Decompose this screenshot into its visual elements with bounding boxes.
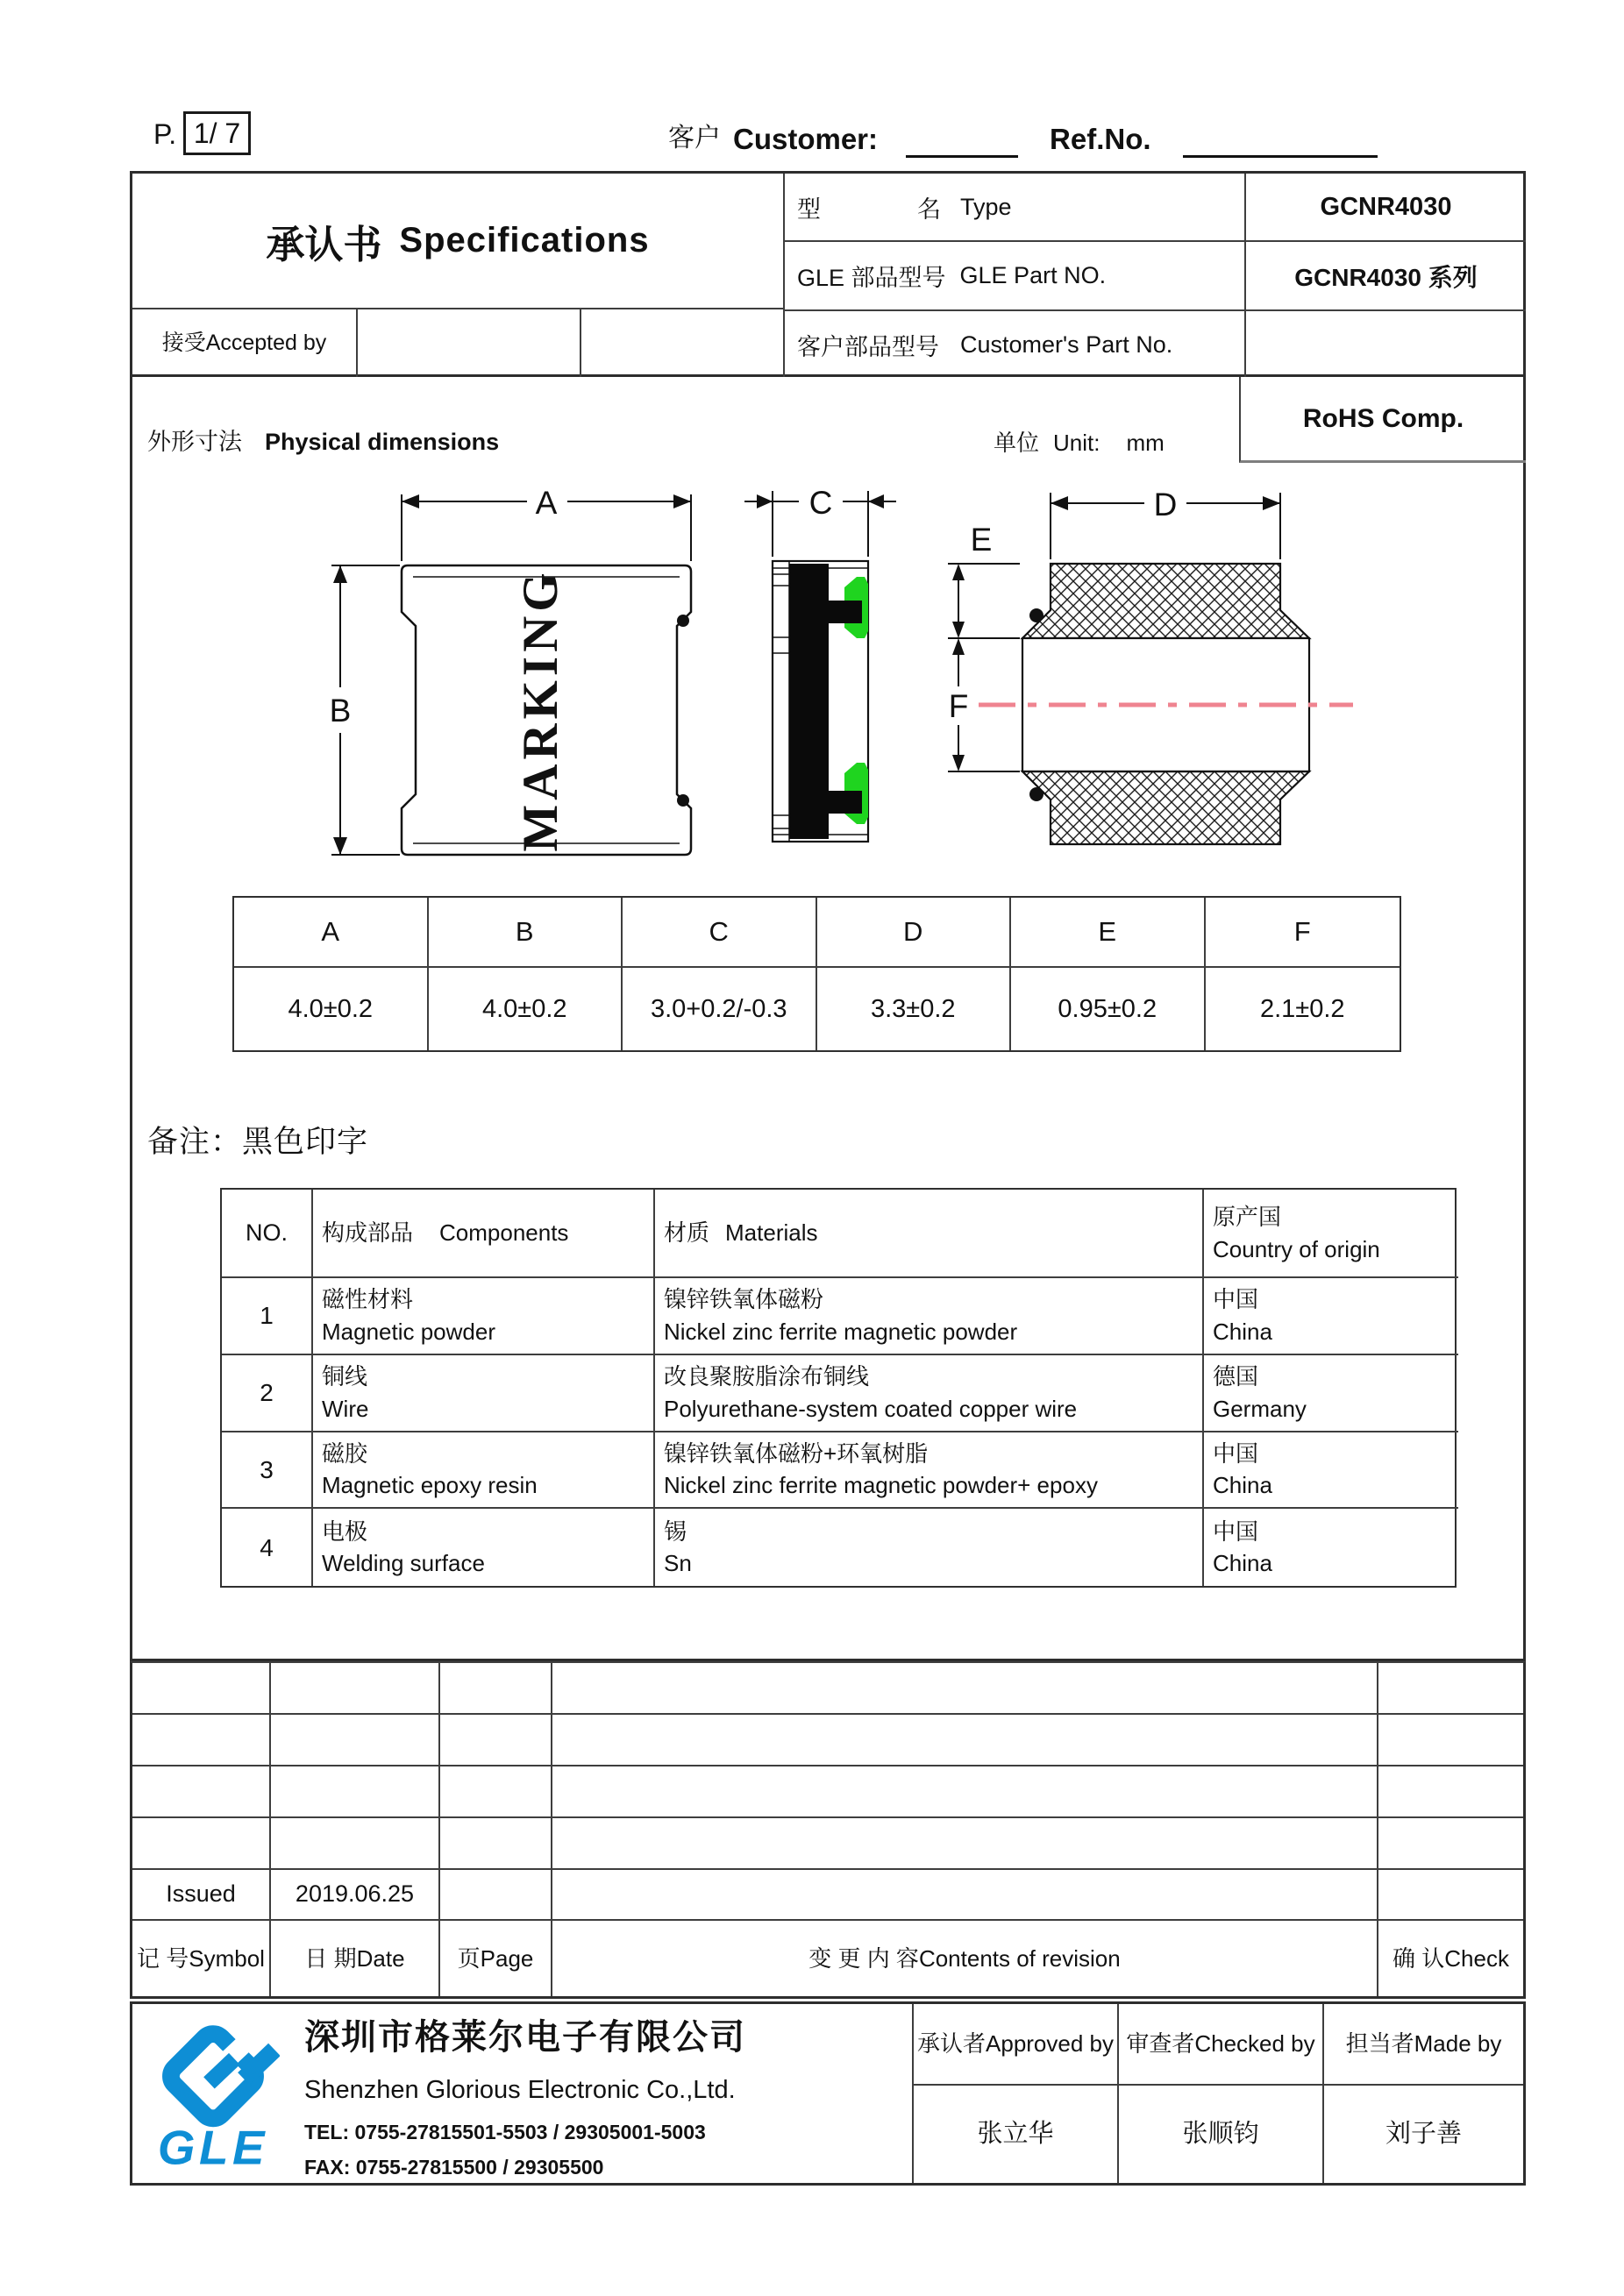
page-number-box (183, 111, 251, 155)
dim-d-arrow-right (1263, 496, 1280, 510)
comp-row-origin: 中国 China (1204, 1432, 1458, 1510)
checked-by-label: 审查者Checked by (1119, 2004, 1324, 2086)
unit-value: mm (1126, 430, 1165, 456)
revision-empty-cell[interactable] (552, 1766, 1378, 1818)
revision-empty-cell[interactable] (271, 1663, 440, 1715)
unit-cn: 单位 (994, 430, 1040, 456)
electrode-dot-top (677, 615, 689, 627)
dim-e-arrow-bottom (952, 622, 965, 638)
gle-part-value: GCNR4030 系列 (1294, 263, 1478, 291)
customer-part-value-cell[interactable] (1246, 311, 1526, 378)
made-by-label: 担当者Made by (1324, 2004, 1523, 2086)
issued-page-cell[interactable] (440, 1870, 552, 1921)
unit-label (994, 425, 1165, 458)
comp-row-no: 3 (222, 1432, 313, 1510)
rohs-badge (1239, 377, 1526, 463)
flange-top-hatched (1022, 564, 1309, 638)
physical-dimensions-en: Physical dimensions (265, 429, 500, 455)
comp-header-origin: 原产国 Country of origin (1204, 1190, 1458, 1278)
made-by-name: 刘子善 (1385, 2120, 1462, 2149)
comp-row-component: 磁胶 Magnetic epoxy resin (313, 1432, 655, 1510)
dim-b-arrow-top (333, 565, 347, 583)
document-title-cell (132, 174, 785, 309)
header-table (130, 171, 1526, 377)
checked-by-name: 张顺钧 (1119, 2086, 1324, 2183)
revision-empty-cell[interactable] (552, 1818, 1378, 1870)
revision-empty-cell[interactable] (271, 1766, 440, 1818)
unit-en: Unit: (1053, 430, 1100, 456)
gle-part-label-cn: GLE 部品型号 (797, 265, 946, 291)
customer-part-label-cell (785, 311, 1246, 378)
comp-row-origin: 德国 Germany (1204, 1355, 1458, 1432)
revision-header-date: 日 期Date (271, 1921, 440, 1996)
dim-label-f: F (948, 688, 969, 724)
dimension-table (232, 896, 1401, 1052)
refno-value-underline[interactable] (1183, 123, 1378, 158)
dim-f-arrow-top (952, 638, 965, 655)
note-text: 备注：黑色印字 (147, 1125, 369, 1159)
comp-row-origin: 中国 China (1213, 1518, 1272, 1577)
revision-empty-cell[interactable] (132, 1715, 271, 1766)
section-dot-bottom (1029, 787, 1043, 801)
company-cell (132, 2004, 914, 2183)
physical-dimensions-cn: 外形寸法 (147, 429, 242, 455)
company-name-en: Shenzhen Glorious Electronic Co.,Ltd. (304, 2075, 736, 2104)
technical-drawing (134, 465, 1524, 885)
revision-empty-cell[interactable] (440, 1818, 552, 1870)
lead-stub-top (801, 601, 862, 623)
type-label-cell (785, 174, 1246, 242)
type-value-cell (1246, 174, 1526, 242)
components-table (220, 1188, 1457, 1588)
revision-empty-cell[interactable] (271, 1818, 440, 1870)
dim-col-header: F (1206, 898, 1400, 968)
type-value: GCNR4030 (1320, 192, 1452, 221)
issued-check-cell[interactable] (1378, 1870, 1523, 1921)
customer-value-underline[interactable] (906, 123, 1018, 158)
comp-row-component: 铜线 Wire (313, 1355, 655, 1432)
dim-f-arrow-bottom (952, 755, 965, 771)
physical-dimensions-heading (147, 423, 499, 457)
revision-empty-cell[interactable] (440, 1663, 552, 1715)
footer (130, 2001, 1526, 2186)
dim-c-arrow-left (757, 494, 773, 508)
comp-header-no: NO. (222, 1190, 313, 1278)
dim-col-header: C (623, 898, 817, 968)
dim-c-arrow-right (868, 494, 884, 508)
dim-value-b: 4.0±0.2 (429, 968, 623, 1050)
type-label-en: Type (960, 193, 1012, 220)
document-title-en: Specifications (399, 221, 650, 259)
type-label-cn-2: 名 (917, 195, 941, 223)
customer-ref-line (668, 112, 1378, 158)
dim-value-e: 0.95±0.2 (1011, 968, 1206, 1050)
comp-row-material: 镍锌铁氧体磁粉+环氧树脂 Nickel zinc ferrite magnetic powder+ epoxy (655, 1432, 1204, 1510)
dim-label-a: A (535, 485, 558, 521)
comp-row-material: 改良聚胺脂涂布铜线 Polyurethane-system coated copper wire (655, 1355, 1204, 1432)
comp-row-origin: 中国 China (1204, 1278, 1458, 1355)
customer-label-cn: 客户 (668, 124, 721, 153)
refno-label: Ref.No. (1050, 123, 1151, 155)
revision-header-check: 确 认Check (1393, 1944, 1509, 1972)
dim-label-d: D (1153, 487, 1178, 522)
dim-label-c: C (808, 485, 833, 521)
document-title-cn: 承认书 (266, 223, 382, 267)
page-label: P. (153, 118, 177, 150)
revision-header-page: 页Page (440, 1921, 552, 1996)
dim-col-header: D (817, 898, 1012, 968)
revision-empty-cell[interactable] (132, 1818, 271, 1870)
main-content-box (130, 377, 1526, 1661)
issued-date: 2019.06.25 (271, 1870, 440, 1921)
revision-empty-cell[interactable] (1378, 1818, 1523, 1870)
dim-value-d: 3.3±0.2 (817, 968, 1012, 1050)
comp-row-material: 镍锌铁氧体磁粉 Nickel zinc ferrite magnetic powder (655, 1278, 1204, 1355)
dim-col-header: A (234, 898, 429, 968)
dim-value-a: 4.0±0.2 (234, 968, 429, 1050)
type-label-cn-1: 型 (797, 195, 821, 223)
issued-contents-cell[interactable] (552, 1870, 1378, 1921)
dim-e-arrow-top (952, 564, 965, 580)
revision-header-symbol: 记 号Symbol (132, 1921, 271, 1996)
approved-by-label: 承认者Approved by (914, 2004, 1119, 2086)
company-name-cn: 深圳市格莱尔电子有限公司 (304, 2017, 746, 2057)
comp-row-material: 锡 Sn (655, 1509, 1204, 1586)
comp-row-no: 2 (222, 1355, 313, 1432)
accepted-by-cell (132, 309, 358, 378)
marking-label: MARKING (513, 568, 568, 852)
revision-table (130, 1661, 1526, 1999)
company-fax: FAX: 0755-27815500 / 29305500 (304, 2156, 604, 2179)
customer-part-label-en: Customer's Part No. (960, 331, 1173, 358)
section-dot-top (1029, 608, 1043, 622)
gle-logo-text: GLE (157, 2120, 269, 2175)
gle-part-value-cell (1246, 242, 1526, 311)
revision-empty-cell[interactable] (440, 1766, 552, 1818)
revision-empty-cell[interactable] (132, 1663, 271, 1715)
dim-b-arrow-bottom (333, 837, 347, 855)
lead-stub-bottom (801, 791, 862, 814)
revision-empty-cell[interactable] (440, 1715, 552, 1766)
approved-by-name: 张立华 (914, 2086, 1119, 2183)
comp-row-component: 磁性材料 Magnetic powder (313, 1278, 655, 1355)
dim-a-arrow-left (402, 494, 419, 508)
customer-part-label-cn: 客户部品型号 (797, 333, 939, 360)
comp-header-components: 构成部品 Components (313, 1190, 655, 1278)
revision-empty-cell[interactable] (552, 1663, 1378, 1715)
dim-value-f: 2.1±0.2 (1259, 994, 1345, 1023)
revision-empty-cell[interactable] (1378, 1715, 1523, 1766)
gle-part-label-cell (785, 242, 1246, 311)
revision-empty-cell[interactable] (132, 1766, 271, 1818)
revision-empty-cell[interactable] (1378, 1663, 1523, 1715)
electrode-dot-bottom (677, 794, 689, 807)
comp-row-component: 电极 Welding surface (313, 1509, 655, 1586)
rohs-text: RoHS Comp. (1302, 403, 1464, 433)
customer-label: Customer: (733, 123, 879, 155)
accepted-by-label: 接受Accepted by (161, 331, 327, 356)
revision-empty-cell[interactable] (1378, 1766, 1523, 1818)
accepted-signature-cell-1[interactable] (358, 309, 581, 378)
accepted-signature-cell-2[interactable] (581, 309, 785, 378)
dim-a-arrow-right (673, 494, 691, 508)
comp-header-materials: 材质 Materials (655, 1190, 1204, 1278)
page-number: 1/ 7 (193, 117, 241, 149)
gle-part-label-en: GLE Part NO. (959, 262, 1107, 288)
revision-header-contents: 变 更 内 容Contents of revision (552, 1921, 1378, 1996)
dim-value-c: 3.0+0.2/-0.3 (623, 968, 817, 1050)
issued-label: Issued (132, 1870, 271, 1921)
revision-empty-cell[interactable] (271, 1715, 440, 1766)
revision-empty-cell[interactable] (552, 1715, 1378, 1766)
dim-label-e: E (970, 522, 993, 558)
dim-col-header: E (1011, 898, 1206, 968)
company-tel: TEL: 0755-27815501-5503 / 29305001-5003 (304, 2121, 706, 2144)
comp-row-no: 4 (222, 1509, 313, 1586)
gle-logo (146, 2012, 280, 2175)
comp-row-no: 1 (222, 1278, 313, 1355)
dim-label-b: B (329, 693, 352, 729)
dim-d-arrow-left (1051, 496, 1068, 510)
flange-bottom-hatched (1022, 771, 1309, 844)
dim-col-header: B (429, 898, 623, 968)
